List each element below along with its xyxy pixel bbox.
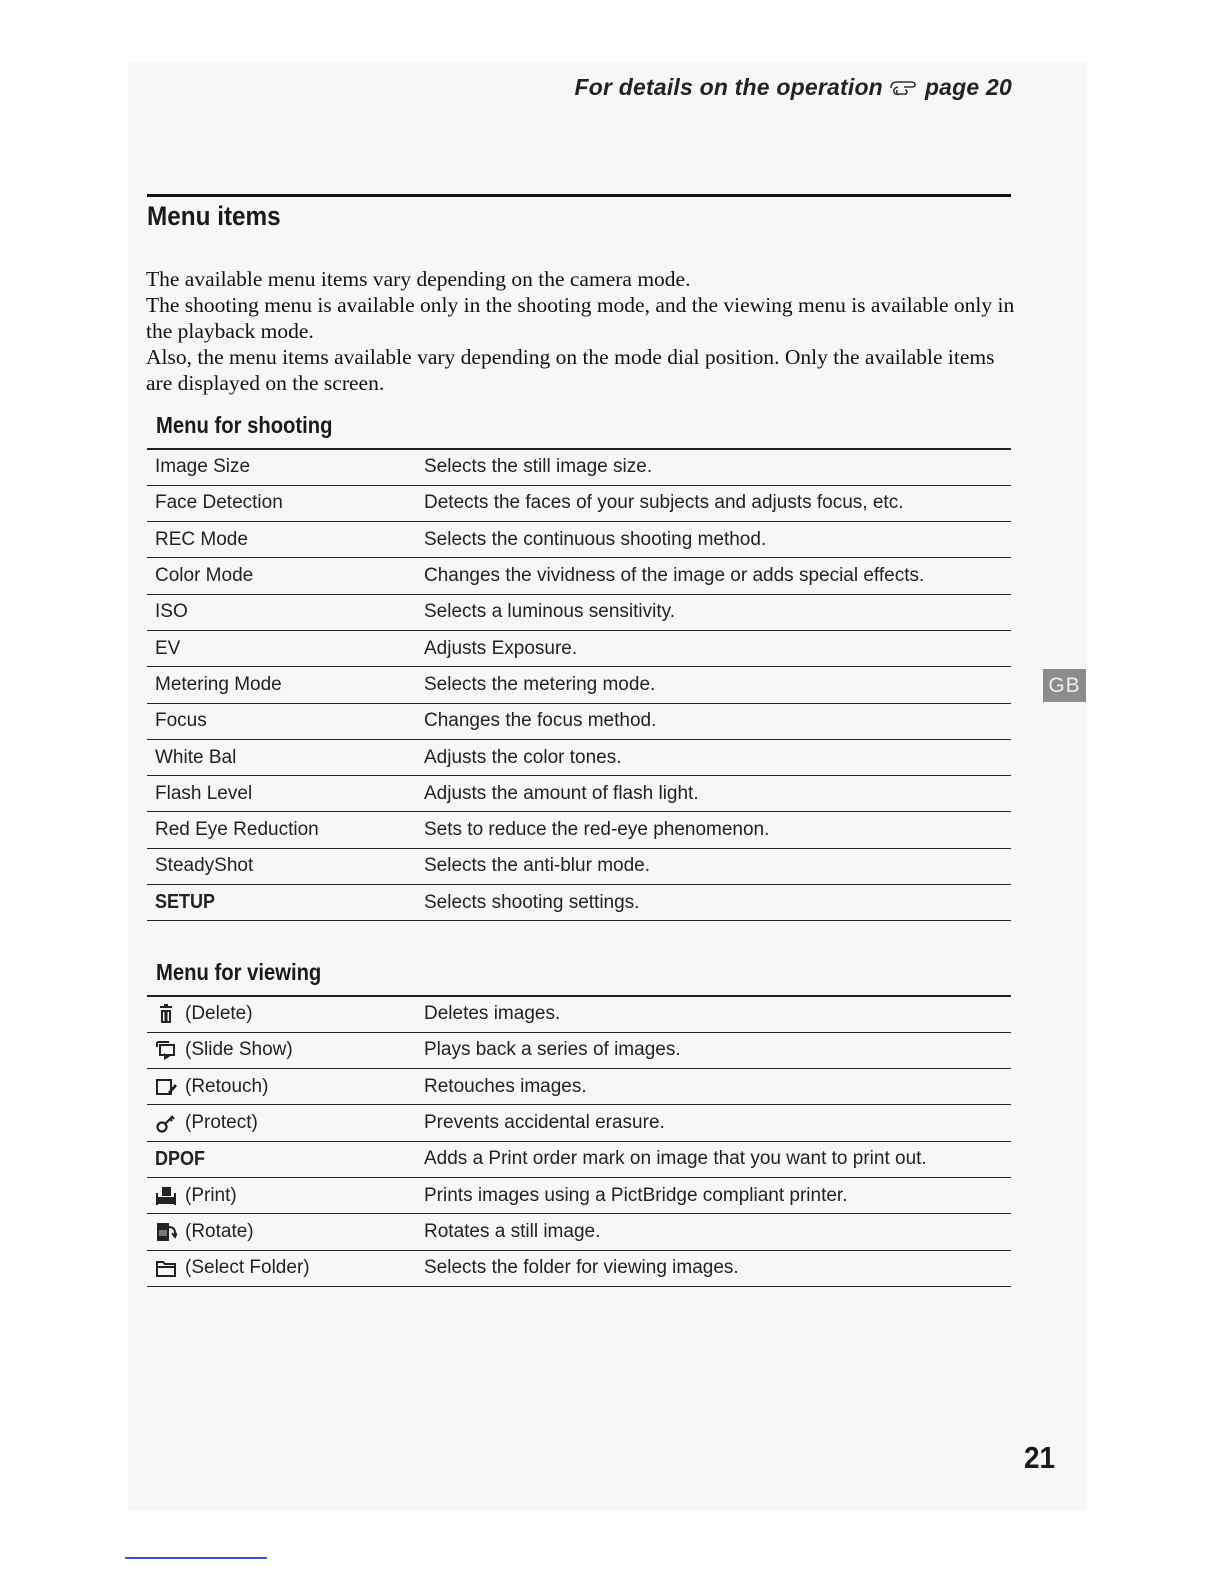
menu-item-cell <box>147 891 424 914</box>
menu-item-cell <box>147 638 424 660</box>
shooting-menu-table <box>147 448 1011 921</box>
table-row <box>147 1251 1011 1287</box>
menu-item-label: (Protect) <box>185 1112 258 1134</box>
menu-item-cell <box>147 747 424 769</box>
table-row <box>147 522 1011 558</box>
menu-item-label: EV <box>155 637 181 659</box>
table-row <box>147 595 1011 631</box>
menu-item-description: Changes the vividness of the image or adds special effects. <box>424 565 925 587</box>
menu-item-description: Changes the focus method. <box>424 710 657 732</box>
key-icon <box>155 1112 177 1134</box>
language-tab: GB <box>1043 669 1086 702</box>
menu-item-description: Rotates a still image. <box>424 1220 601 1242</box>
table-row <box>147 812 1011 848</box>
menu-item-cell <box>147 1112 424 1134</box>
header-note <box>574 74 1012 101</box>
header-note-text: For details on the operation <box>574 74 883 100</box>
folder-icon <box>155 1257 177 1279</box>
menu-item-cell <box>147 674 424 696</box>
print-icon <box>155 1185 177 1207</box>
menu-item-cell <box>147 1148 424 1171</box>
table-row <box>147 1069 1011 1105</box>
menu-item-label: White Bal <box>155 746 237 768</box>
trash-icon <box>155 1003 177 1025</box>
slideshow-icon <box>155 1039 177 1061</box>
footer-rule <box>125 1557 267 1559</box>
menu-item-label: ISO <box>155 601 188 623</box>
pointing-hand-icon <box>889 78 919 98</box>
menu-item-label: REC Mode <box>155 528 248 550</box>
menu-item-cell <box>147 1039 424 1061</box>
intro-text <box>146 266 1016 396</box>
table-row <box>147 704 1011 740</box>
menu-item-label: (Slide Show) <box>185 1039 293 1061</box>
menu-item-description: Adjusts the amount of flash light. <box>424 782 699 804</box>
table-row <box>147 450 1011 486</box>
menu-item-cell <box>147 1003 424 1025</box>
menu-item-label: DPOF <box>155 1147 206 1170</box>
header-note-page: page 20 <box>924 74 1012 100</box>
table-row <box>147 1142 1011 1178</box>
menu-item-description: Prevents accidental erasure. <box>424 1112 665 1134</box>
viewing-menu-table <box>147 995 1011 1287</box>
menu-item-cell <box>147 601 424 623</box>
menu-item-description: Selects the still image size. <box>424 456 653 478</box>
menu-item-label: Focus <box>155 710 207 732</box>
menu-item-label: Flash Level <box>155 782 253 804</box>
intro-paragraph: The shooting menu is available only in the shooting mode, and the viewing menu is available only in the playback mode. <box>146 293 1015 343</box>
table-row <box>147 849 1011 885</box>
menu-item-description: Sets to reduce the red-eye phenomenon. <box>424 819 770 841</box>
menu-item-cell <box>147 819 424 841</box>
menu-item-label: SteadyShot <box>155 855 254 877</box>
table-row <box>147 1178 1011 1214</box>
menu-item-label: Metering Mode <box>155 673 282 695</box>
menu-item-description: Adjusts Exposure. <box>424 637 578 659</box>
table-row <box>147 1214 1011 1250</box>
menu-item-description: Selects the anti-blur mode. <box>424 855 651 877</box>
menu-item-description: Adds a Print order mark on image that you want to print out. <box>424 1148 927 1170</box>
menu-item-cell <box>147 1221 424 1243</box>
menu-item-description: Selects the folder for viewing images. <box>424 1257 739 1279</box>
menu-item-cell <box>147 1076 424 1098</box>
menu-item-label: Red Eye Reduction <box>155 819 319 841</box>
table-row <box>147 486 1011 522</box>
menu-item-label: (Select Folder) <box>185 1257 310 1279</box>
table-row <box>147 667 1011 703</box>
table-row <box>147 776 1011 812</box>
shooting-menu-heading: Menu for shooting <box>156 412 333 438</box>
menu-item-description: Prints images using a PictBridge compliant printer. <box>424 1184 848 1206</box>
menu-item-description: Selects a luminous sensitivity. <box>424 601 675 623</box>
page-number: 21 <box>1024 1440 1056 1475</box>
menu-item-label: (Print) <box>185 1184 237 1206</box>
menu-item-label: (Retouch) <box>185 1075 269 1097</box>
menu-item-description: Selects the continuous shooting method. <box>424 528 767 550</box>
menu-item-description: Plays back a series of images. <box>424 1039 681 1061</box>
table-row <box>147 1033 1011 1069</box>
title-rule <box>147 194 1011 197</box>
table-row <box>147 740 1011 776</box>
menu-item-label: SETUP <box>155 891 216 914</box>
menu-item-description: Deletes images. <box>424 1003 561 1025</box>
menu-item-cell <box>147 1185 424 1207</box>
menu-item-description: Detects the faces of your subjects and adjusts focus, etc. <box>424 492 904 514</box>
table-row <box>147 631 1011 667</box>
table-row <box>147 885 1011 921</box>
menu-item-description: Selects shooting settings. <box>424 891 640 913</box>
menu-item-cell <box>147 456 424 478</box>
menu-item-label: (Delete) <box>185 1003 253 1025</box>
menu-item-label: Color Mode <box>155 565 254 587</box>
page-title: Menu items <box>147 201 281 231</box>
menu-item-cell <box>147 710 424 732</box>
table-row <box>147 997 1011 1033</box>
menu-item-cell <box>147 565 424 587</box>
table-row <box>147 1105 1011 1141</box>
retouch-icon <box>155 1076 177 1098</box>
table-row <box>147 558 1011 594</box>
menu-item-cell <box>147 1257 424 1279</box>
menu-item-cell <box>147 783 424 805</box>
menu-item-cell <box>147 529 424 551</box>
menu-item-label: (Rotate) <box>185 1220 254 1242</box>
menu-item-description: Adjusts the color tones. <box>424 746 622 768</box>
intro-paragraph: The available menu items vary depending on the camera mode. <box>146 267 691 291</box>
menu-item-label: Face Detection <box>155 492 283 514</box>
intro-paragraph: Also, the menu items available vary depending on the mode dial position. Only the available items are displayed on the screen. <box>146 345 995 395</box>
menu-item-label: Image Size <box>155 456 251 478</box>
rotate-icon <box>155 1221 177 1243</box>
menu-item-description: Selects the metering mode. <box>424 673 656 695</box>
viewing-menu-heading: Menu for viewing <box>156 959 322 985</box>
menu-item-description: Retouches images. <box>424 1075 587 1097</box>
menu-item-cell <box>147 855 424 877</box>
menu-item-cell <box>147 492 424 514</box>
